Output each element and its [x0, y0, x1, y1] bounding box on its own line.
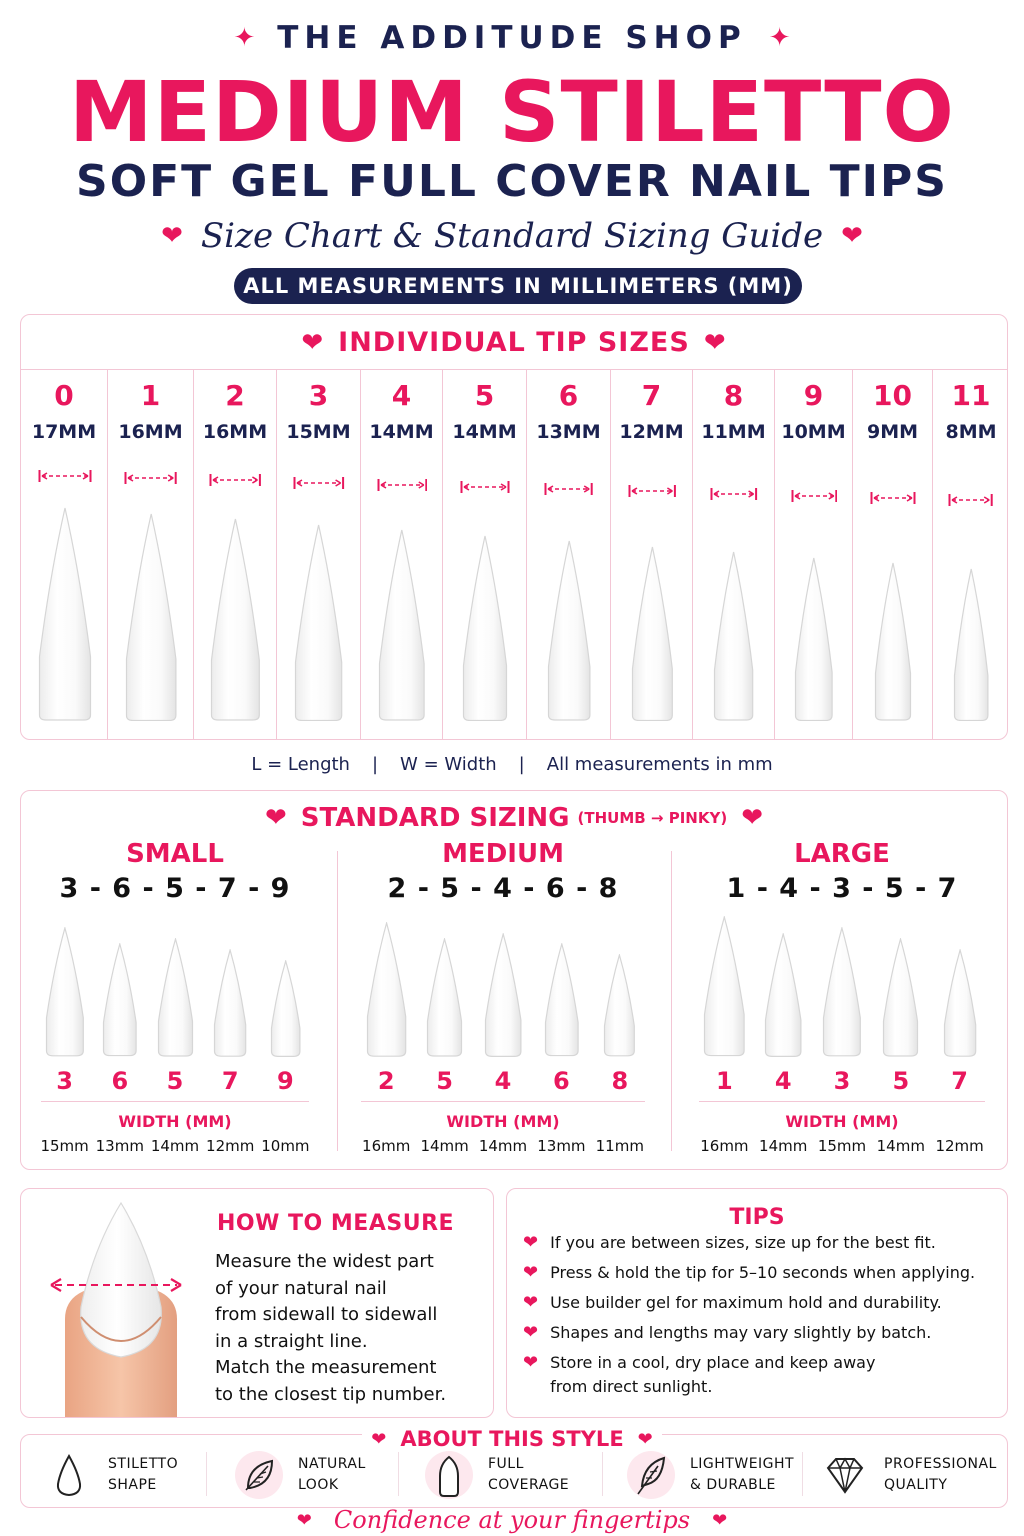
- size-number: 0: [54, 379, 74, 412]
- heart-icon: ❤: [301, 327, 325, 358]
- footer: [0, 1504, 1024, 1536]
- width-label: WIDTH (MM): [118, 1112, 232, 1131]
- width-dimension-icon: [710, 487, 758, 501]
- size-number: 10: [873, 379, 912, 412]
- feature-divider: [802, 1452, 803, 1496]
- group-size-width: 14mm: [150, 1137, 200, 1155]
- group-name: LARGE: [794, 839, 890, 869]
- width-dimension-icon: [293, 476, 345, 490]
- individual-sizes-title: INDIVIDUAL TIP SIZES: [338, 327, 690, 358]
- about-feature-label: NATURAL LOOK: [298, 1456, 366, 1493]
- about-feature: [626, 1450, 794, 1500]
- nail-tip-illustration: [882, 938, 919, 1057]
- size-width: 14MM: [452, 421, 517, 443]
- group-divider: [671, 851, 672, 1151]
- page-title: MEDIUM STILETTO: [69, 63, 955, 161]
- size-column: [194, 369, 277, 739]
- nail-tip-illustration: [462, 535, 508, 722]
- nail-tip-illustration: [484, 933, 522, 1057]
- size-column: [108, 369, 194, 739]
- width-dimension-icon: [124, 471, 177, 485]
- nail-tip-illustration: [703, 916, 746, 1057]
- width-label: WIDTH (MM): [785, 1112, 899, 1131]
- heart-icon: ❤: [637, 1428, 653, 1450]
- group-size-width: 13mm: [95, 1137, 144, 1155]
- size-width: 17MM: [31, 421, 97, 443]
- size-group-small: [25, 839, 325, 1163]
- size-number: 8: [723, 379, 744, 412]
- guide-title: Size Chart & Standard Sizing Guide: [200, 216, 824, 256]
- size-column: [527, 369, 611, 739]
- sparkle-icon: ✦: [233, 23, 256, 53]
- tip-text: If you are between sizes, size up for the best fit.: [550, 1233, 936, 1252]
- measure-instruction-line: in a straight line.: [215, 1330, 368, 1352]
- how-to-measure-card: [20, 1188, 494, 1418]
- heart-icon: ❤: [161, 221, 183, 251]
- tip-text: Press & hold the tip for 5–10 seconds when applying.: [550, 1263, 976, 1282]
- nail-tip-illustration: [547, 540, 591, 721]
- about-feature: [820, 1450, 997, 1500]
- nail-tip-illustration: [157, 938, 194, 1057]
- width-marker: [693, 487, 774, 501]
- width-dimension-icon: [38, 469, 92, 483]
- width-dimension-icon: [870, 491, 916, 505]
- how-to-measure-title: HOW TO MEASURE: [217, 1211, 455, 1236]
- heart-icon: ❤: [523, 1232, 539, 1253]
- size-number: 5: [474, 379, 495, 412]
- standard-sizing-note: (THUMB → PINKY): [577, 809, 728, 827]
- size-number: 3: [308, 379, 329, 412]
- divider: [699, 1101, 985, 1102]
- group-size-number: 8: [611, 1067, 629, 1095]
- group-size-width: 10mm: [261, 1137, 310, 1155]
- stiletto-shape-icon: [44, 1450, 94, 1500]
- size-width: 16MM: [202, 421, 268, 443]
- size-column: [611, 369, 693, 739]
- nail-tip-illustration: [953, 568, 989, 722]
- nail-tip-illustration: [603, 954, 636, 1057]
- nail-tip-illustration: [822, 927, 862, 1057]
- nail-tip-illustration: [210, 518, 261, 721]
- heart-icon: ❤: [523, 1292, 539, 1313]
- nail-tip-illustration: [270, 960, 301, 1057]
- group-size-width: 15mm: [817, 1137, 867, 1155]
- width-marker: [443, 480, 526, 494]
- group-size-number: 1: [716, 1067, 733, 1095]
- tip-item: [523, 1321, 999, 1345]
- nail-tip-illustration: [764, 933, 802, 1057]
- width-label: WIDTH (MM): [446, 1112, 560, 1131]
- about-feature-label: FULL COVERAGE: [488, 1456, 570, 1493]
- group-size-number: 3: [56, 1067, 73, 1095]
- group-size-width: 12mm: [206, 1137, 255, 1155]
- sparkle-icon: ✦: [768, 23, 791, 53]
- legend-units: All measurements in mm: [546, 754, 773, 775]
- nail-tip-illustration: [426, 938, 463, 1057]
- heart-icon: ❤: [265, 803, 287, 833]
- measure-instruction-line: Measure the widest part: [215, 1251, 434, 1272]
- size-width: 11MM: [701, 421, 766, 443]
- group-size-width: 16mm: [362, 1137, 411, 1155]
- size-number: 2: [225, 379, 245, 412]
- width-marker: [361, 478, 442, 492]
- nail-tip-illustration: [631, 546, 674, 722]
- nail-tip-illustration: [378, 529, 426, 721]
- tip-text: Use builder gel for maximum hold and durability.: [550, 1293, 942, 1312]
- tip-item: [523, 1231, 999, 1255]
- size-number: 4: [391, 379, 412, 412]
- size-width: 8MM: [945, 421, 997, 443]
- leaf-icon: [234, 1450, 284, 1500]
- width-marker: [527, 482, 610, 496]
- about-style-title: ABOUT THIS STYLE: [400, 1427, 624, 1451]
- group-divider: [337, 851, 338, 1151]
- group-size-number: 6: [111, 1067, 129, 1095]
- group-sequence: 2 - 5 - 4 - 6 - 8: [387, 873, 619, 904]
- width-dimension-icon: [460, 480, 510, 494]
- legend-width: W = Width: [400, 754, 497, 775]
- nail-tip-illustration: [943, 949, 977, 1057]
- width-dimension-icon: [791, 489, 838, 503]
- group-size-number: 4: [494, 1067, 512, 1095]
- nail-tip-illustration: [38, 507, 92, 721]
- nail-tip-illustration: [213, 949, 247, 1057]
- tips-card: [506, 1188, 1008, 1418]
- size-number: 11: [951, 379, 991, 412]
- feather-icon: [626, 1450, 676, 1500]
- size-width: 12MM: [619, 421, 684, 443]
- size-width: 15MM: [286, 421, 351, 443]
- about-feature-label: PROFESSIONAL QUALITY: [884, 1456, 997, 1493]
- nail-tip-illustration: [102, 943, 138, 1057]
- group-size-number: 5: [166, 1067, 184, 1095]
- group-size-width: 15mm: [40, 1137, 89, 1155]
- group-size-width: 14mm: [420, 1137, 469, 1155]
- nail-tip-illustration: [794, 557, 834, 722]
- heart-icon: ❤: [703, 327, 727, 358]
- legend-length: L = Length: [251, 754, 350, 775]
- group-name: SMALL: [126, 839, 224, 869]
- feature-divider: [206, 1452, 207, 1496]
- divider: [361, 1101, 645, 1102]
- nail-outline-icon: [424, 1450, 474, 1500]
- feature-divider: [398, 1452, 399, 1496]
- about-feature: [234, 1450, 366, 1500]
- footer-tagline: Confidence at your fingertips: [333, 1506, 691, 1534]
- group-size-width: 16mm: [700, 1137, 749, 1155]
- size-column: [933, 369, 1009, 739]
- about-feature: [44, 1450, 178, 1500]
- nail-tip-illustration: [544, 943, 580, 1057]
- width-marker: [108, 471, 193, 485]
- nail-tip-illustration: [294, 524, 343, 722]
- about-feature-label: LIGHTWEIGHT & DURABLE: [690, 1456, 795, 1493]
- about-feature-label: STILETTO SHAPE: [108, 1456, 179, 1493]
- width-marker: [933, 493, 1009, 507]
- width-dimension-icon: [377, 478, 428, 492]
- nail-tip-illustration: [125, 513, 177, 722]
- width-dimension-icon: [544, 482, 593, 496]
- size-column: [361, 369, 443, 739]
- group-size-width: 11mm: [595, 1137, 644, 1155]
- size-column: [853, 369, 933, 739]
- size-column: [277, 369, 361, 739]
- about-feature: [424, 1450, 569, 1500]
- size-group-large: [683, 839, 1001, 1163]
- measure-instruction-line: to the closest tip number.: [215, 1383, 447, 1405]
- divider: [41, 1101, 309, 1102]
- group-size-width: 13mm: [537, 1137, 586, 1155]
- tip-item: [523, 1261, 999, 1285]
- measure-instruction-line: from sidewall to sidewall: [215, 1304, 438, 1325]
- heart-icon: ❤: [841, 221, 863, 251]
- width-marker: [775, 489, 852, 503]
- nail-tip-illustration: [713, 551, 754, 721]
- group-size-number: 5: [436, 1067, 453, 1095]
- individual-sizes-card: [20, 314, 1008, 740]
- group-size-number: 5: [892, 1067, 910, 1095]
- group-sequence: 3 - 6 - 5 - 7 - 9: [59, 873, 291, 904]
- page-subtitle: SOFT GEL FULL COVER NAIL TIPS: [76, 156, 948, 207]
- nail-tip-illustration: [366, 922, 407, 1057]
- group-size-number: 6: [553, 1067, 570, 1095]
- legend: [0, 754, 1024, 775]
- measure-instruction-line: Match the measurement: [215, 1357, 437, 1378]
- size-column: [693, 369, 775, 739]
- standard-sizing-title: STANDARD SIZING: [300, 803, 570, 833]
- heart-icon: ❤: [296, 1509, 312, 1531]
- width-marker: [21, 469, 107, 483]
- tip-text: Store in a cool, dry place and keep away from direct sunlight.: [550, 1353, 876, 1396]
- size-width: 14MM: [369, 421, 434, 443]
- measure-instruction-line: of your natural nail: [215, 1277, 387, 1299]
- size-width: 16MM: [118, 421, 183, 443]
- group-size-number: 7: [221, 1067, 239, 1095]
- size-column: [21, 369, 108, 739]
- finger-illustration: [21, 1189, 211, 1418]
- group-size-width: 14mm: [876, 1137, 925, 1155]
- units-pill: ALL MEASUREMENTS IN MILLIMETERS (MM): [234, 268, 802, 304]
- feature-divider: [602, 1452, 603, 1496]
- width-marker: [277, 476, 360, 490]
- size-width: 9MM: [866, 421, 919, 443]
- group-size-width: 12mm: [935, 1137, 984, 1155]
- heart-icon: ❤: [523, 1262, 539, 1283]
- size-number: 7: [641, 379, 662, 412]
- group-size-number: 7: [951, 1067, 968, 1095]
- width-dimension-icon: [628, 484, 676, 498]
- standard-sizing-card: [20, 790, 1008, 1170]
- tip-item: [523, 1351, 999, 1399]
- guide-row: [0, 212, 1024, 260]
- nail-tip-illustration: [874, 562, 912, 721]
- heart-icon: ❤: [712, 1509, 728, 1531]
- size-column: [443, 369, 527, 739]
- diamond-icon: [820, 1450, 870, 1500]
- legend-separator: |: [371, 754, 379, 775]
- group-size-number: 2: [377, 1067, 395, 1095]
- heart-icon: ❤: [523, 1352, 539, 1373]
- group-size-number: 9: [277, 1067, 294, 1095]
- nail-tip-illustration: [45, 927, 85, 1057]
- tips-title: TIPS: [729, 1205, 785, 1230]
- size-number: 1: [140, 379, 161, 412]
- size-width: 10MM: [781, 421, 846, 443]
- size-width: 13MM: [536, 421, 601, 443]
- tip-text: Shapes and lengths may vary slightly by batch.: [550, 1323, 932, 1342]
- size-group-medium: [345, 839, 661, 1163]
- width-marker: [611, 484, 692, 498]
- heart-icon: ❤: [371, 1428, 387, 1450]
- group-name: MEDIUM: [442, 839, 564, 869]
- group-size-width: 14mm: [478, 1137, 528, 1155]
- heart-icon: ❤: [523, 1322, 539, 1343]
- width-marker: [194, 473, 276, 487]
- group-size-width: 14mm: [759, 1137, 808, 1155]
- group-size-number: 3: [833, 1067, 851, 1095]
- heart-icon: ❤: [741, 803, 763, 833]
- group-size-number: 4: [774, 1067, 792, 1095]
- size-number: 9: [803, 379, 824, 412]
- size-column: [775, 369, 853, 739]
- width-dimension-icon: [209, 473, 261, 487]
- width-marker: [853, 491, 932, 505]
- size-number: 6: [558, 379, 579, 412]
- width-dimension-icon: [948, 493, 993, 507]
- brand-row: [0, 18, 1024, 58]
- standard-sizing-heading: [21, 803, 1007, 833]
- brand-name: THE ADDITUDE SHOP: [277, 20, 747, 56]
- group-sequence: 1 - 4 - 3 - 5 - 7: [726, 873, 958, 904]
- tip-item: [523, 1291, 999, 1315]
- individual-sizes-heading: [21, 327, 1007, 358]
- legend-separator: |: [518, 754, 525, 775]
